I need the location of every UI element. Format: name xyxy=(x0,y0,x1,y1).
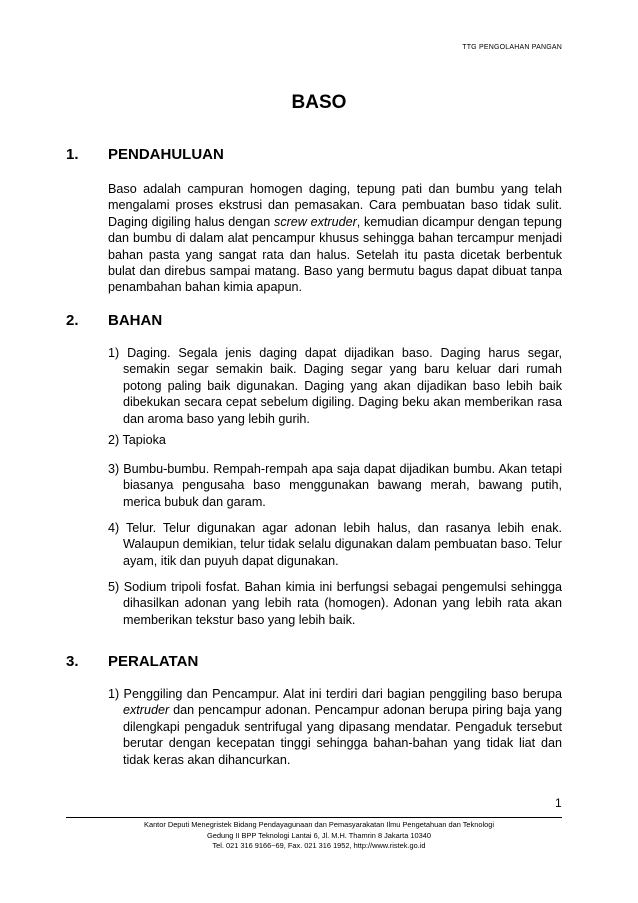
footer-line: Kantor Deputi Menegristek Bidang Pendayagunaan dan Pemasyarakatan Ilmu Pengetahuan dan Teknologi xyxy=(144,820,494,829)
list-item-sodium-tripoli-fosfat: 5) Sodium tripoli fosfat. Bahan kimia ini berfungsi sebagai pengemulsi sehingga dihasilkan adonan yang lebih rata (homogen). Adonan yang lebih rata akan memberikan tekstur baso yang lebih baik. xyxy=(108,580,562,627)
footer-divider xyxy=(66,817,562,818)
section-number: 2. xyxy=(66,312,79,329)
list-item-tapioka: 2) Tapioka xyxy=(108,433,166,447)
item-text-before: 1) Penggiling dan Pencampur. Alat ini terdiri dari bagian penggiling baso berupa xyxy=(108,687,562,701)
list-item-bumbu: 3) Bumbu-bumbu. Rempah-rempah apa saja dapat dijadikan bumbu. Akan tetapi biasanya pengusaha baso menggunakan bawang merah, bawang putih, merica bubuk dan garam. xyxy=(108,462,562,509)
list-item-penggiling xyxy=(108,686,562,768)
section-heading-pendahuluan xyxy=(66,146,224,163)
footer xyxy=(66,820,572,852)
section-title: BAHAN xyxy=(108,312,163,329)
item-text-italic: extruder xyxy=(123,703,170,718)
header-note: TTG PENGOLAHAN PANGAN xyxy=(462,44,562,51)
item-text-after: dan pencampur adonan. Pencampur adonan berupa piring baja yang dilengkapi pengaduk sentrifugal yang dipasang mendatar. Pengaduk tersebut berutar dengan kecepatan tinggi sehingga bahan-bahan yang tidak liat dan tidak keras akan dihancurkan. xyxy=(123,703,562,767)
intro-text-after: , kemudian dicampur dengan tepung dan bumbu di dalam alat pencampur khusus sehingga bahan tercampur menjadi bahan pasta yang sangat rata dan halus. Setelah itu pasta dicetak berbentuk bulat dan direbus sampai matang. Baso yang bermutu bagus dapat dibuat tanpa penambahan bahan kimia apapun. xyxy=(108,214,562,295)
section-number: 3. xyxy=(66,653,79,670)
list-item-daging: 1) Daging. Segala jenis daging dapat dijadikan baso. Daging harus segar, semakin segar semakin baik. Daging segar yang baru keluar dari rumah potong paling baik digunakan. Daging yang akan dijadikan baso lebih baik dibekukan secara cepat sebelum digiling. Daging beku akan memberikan rasa dan aroma baso yang lebih gurih. xyxy=(108,346,562,426)
section-title: PERALATAN xyxy=(108,653,199,670)
section-heading-peralatan xyxy=(66,653,198,670)
section-title: PENDAHULUAN xyxy=(108,146,224,163)
page-number: 1 xyxy=(555,796,562,810)
footer-line: Gedung II BPP Teknologi Lantai 6, Jl. M.H. Thamrin 8 Jakarta 10340 xyxy=(207,830,431,840)
intro-text-before: Baso adalah campuran homogen daging, tepung pati dan bumbu yang telah mengalami proses ekstrusi dan pemasakan. Cara pembuatan baso tidak sulit. Daging digiling halus dengan xyxy=(108,182,562,229)
intro-paragraph xyxy=(108,181,562,296)
section-number: 1. xyxy=(66,146,79,163)
section-heading-bahan xyxy=(66,312,162,329)
document-title: BASO xyxy=(291,92,347,113)
footer-line: Tel. 021 316 9166~69, Fax. 021 316 1952, http://www.ristek.go.id xyxy=(212,841,426,851)
intro-text-italic: screw extruder xyxy=(274,214,357,229)
list-item-telur: 4) Telur. Telur digunakan agar adonan lebih halus, dan rasanya lebih enak. Walaupun demikian, telur tidak selalu digunakan dalam pembuatan baso. Telur ayam, itik dan puyuh dapat digunakan. xyxy=(108,521,562,568)
